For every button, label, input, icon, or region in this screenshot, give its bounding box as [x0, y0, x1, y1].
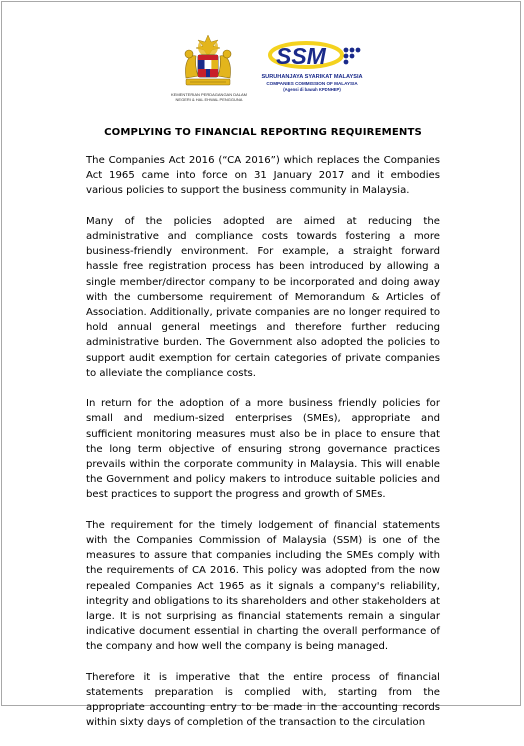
paragraph: The requirement for the timely lodgement of financial statements with the Companies Commission of Malaysia (SSM) is one of the measures to assure that companies including the SMEs comply with the requirements of CA 2016. This policy was adopted from the now repealed Companies Act 1965 as it signals a company's reliability, integrity and obligations to its shareholders and other stakeholders at large. It is not surprising as financial statements remain a singular indicative document essential in charting the overall performance of the company and how well the company is being managed.: [86, 519, 440, 653]
ssm-logo-text: SSM: [276, 43, 326, 69]
document-title: COMPLYING TO FINANCIAL REPORTING REQUIREMENTS: [104, 127, 422, 138]
document-page: [1, 1, 521, 729]
paragraph: Therefore it is imperative that the entire process of financial statements preparation is complied with, starting from the appropriate accounting entry to be made in the accounting records within sixty days of completion of the transaction to the circulation: [86, 671, 440, 729]
dots-icon: [344, 48, 361, 65]
ministry-caption: KEMENTERIAN PERDAGANGAN DALAM NEGERI & HAL EHWAL PENGGUNA: [170, 92, 247, 102]
paragraph: The Companies Act 2016 (“CA 2016”) which replaces the Companies Act 1965 came into force on 31 January 2017 and it embodies various policies to support the business community in Malaysia.: [86, 155, 440, 197]
ssm-name-malay: SURUHANJAYA SYARIKAT MALAYSIA: [261, 74, 363, 80]
ssm-logo: [266, 40, 364, 70]
ssm-name-block: [252, 74, 372, 93]
ssm-tagline: (Agensi di bawah KPDNHEP): [283, 87, 341, 92]
ssm-name-english: COMPANIES COMMISSION OF MALAYSIA: [266, 81, 358, 86]
paragraph: In return for the adoption of a more business friendly policies for small and medium-sized enterprises (SMEs), appropriate and sufficient monitoring measures must also be in place to ensure that the long term objective of ensuring strong governance practices prevails within the corporate community in Malaysia. This will enable the Government and policy makers to introduce suitable policies and best practices to support the progress and growth of SMEs.: [86, 398, 440, 501]
letterhead: [170, 30, 370, 112]
paragraph: Many of the policies adopted are aimed at reducing the administrative and compliance costs towards fostering a more business-friendly environment. For example, a straight forward hassle free registration process has been introduced by allowing a single member/director company to be incorporated and doing away with the cumbersome requirement of Memorandum & Articles of Association. Additionally, private companies are no longer required to hold annual general meetings and therefore further reducing administrative burden. The Government also adopted the policies to support audit exemption for certain categories of private companies to alleviate the compliance costs.: [86, 215, 440, 379]
coat-of-arms-logo: [178, 34, 238, 90]
document-body: [86, 153, 440, 746]
